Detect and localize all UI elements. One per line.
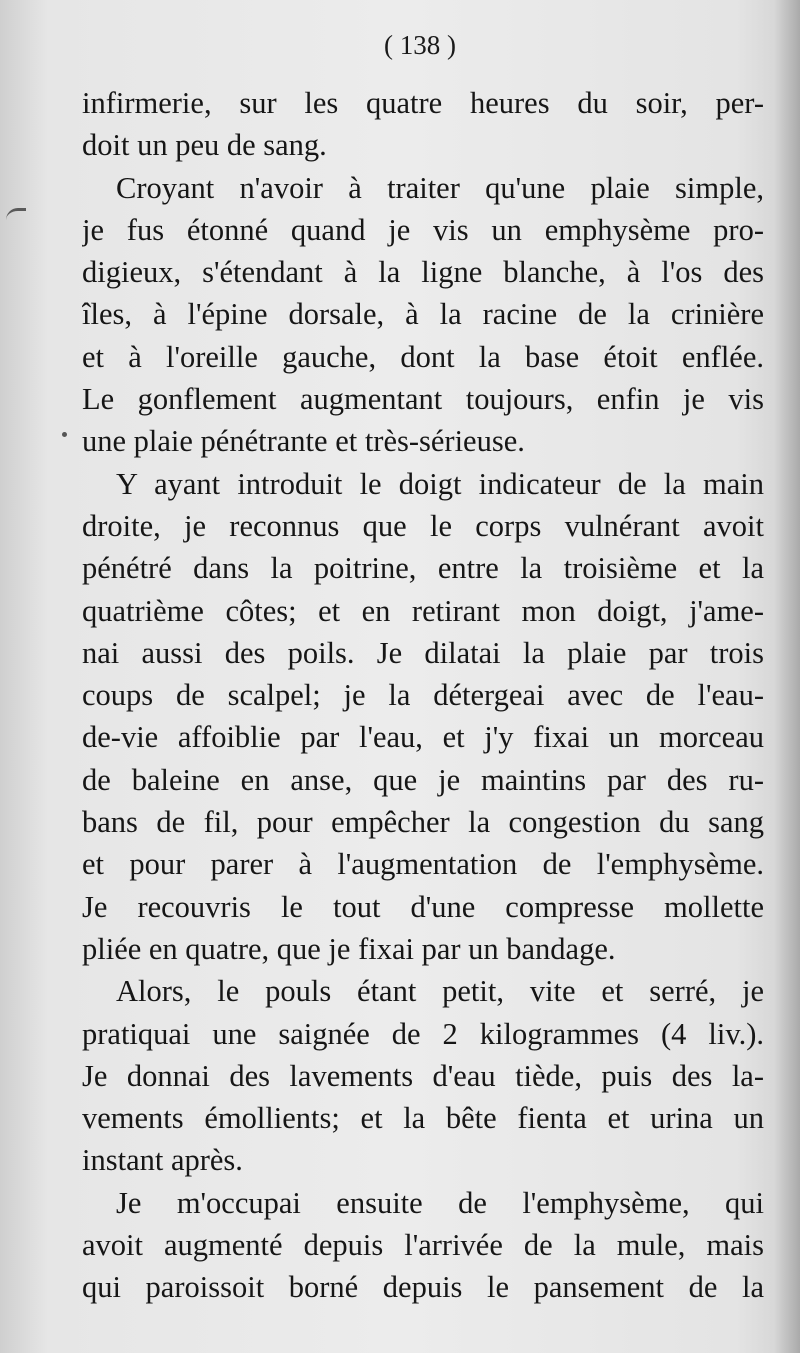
text-line: instant après. [82,1143,243,1178]
page-number: ( 138 ) [384,30,456,60]
margin-dot [62,432,67,437]
text-line: pénétré dans la poitrine, entre la troisième et la [82,551,764,586]
text-line: avoit augmenté depuis l'arrivée de la mule, mais [82,1228,764,1263]
text-line: de-vie affoiblie par l'eau, et j'y fixai un morceau [82,720,764,755]
text-line: infirmerie, sur les quatre heures du soir, per- [82,86,764,120]
text-line: vements émollients; et la bête fienta et urina un [82,1101,764,1136]
text-line: îles, à l'épine dorsale, à la racine de la crinière [82,297,764,332]
text-line: Je donnai des lavements d'eau tiède, puis des la- [82,1058,764,1093]
text-line: Je recouvris le tout d'une compresse mollette [82,889,764,924]
text-line: bans de fil, pour empêcher la congestion du sang [82,805,764,840]
text-line: et pour parer à l'augmentation de l'emphysème. [82,847,764,882]
text-line: une plaie pénétrante et très-sérieuse. [82,424,525,459]
text-line: quatrième côtes; et en retirant mon doigt, j'ame- [82,593,764,628]
text-line: Je m'occupai ensuite de l'emphysème, qui [116,1185,764,1220]
text-line: Croyant n'avoir à traiter qu'une plaie simple, [116,170,764,205]
text-line: Le gonflement augmentant toujours, enfin je vis [82,382,764,417]
text-line: pratiquai une saignée de 2 kilogrammes (4 liv.). [82,1016,764,1051]
text-line: coups de scalpel; je la détergeai avec de l'eau- [82,678,764,713]
text-line: Alors, le pouls étant petit, vite et serré, je [116,974,764,1009]
text-line: de baleine en anse, que je maintins par des ru- [82,762,764,797]
text-line: nai aussi des poils. Je dilatai la plaie par trois [82,635,764,670]
text-line: je fus étonné quand je vis un emphysème pro- [82,212,764,247]
text-line: digieux, s'étendant à la ligne blanche, à l'os des [82,255,764,290]
text-line: droite, je reconnus que le corps vulnérant avoit [82,508,764,543]
text-line: doit un peu de sang. [82,128,327,163]
margin-mark [6,208,26,227]
text-line: qui paroissoit borné depuis le pansement de la [82,1270,764,1305]
page-edge-shadow [774,0,800,1353]
text-line: pliée en quatre, que je fixai par un bandage. [82,931,616,966]
text-line: et à l'oreille gauche, dont la base étoit enflée. [82,339,764,374]
text-line: Y ayant introduit le doigt indicateur de la main [116,466,764,501]
body-text [82,82,764,1309]
